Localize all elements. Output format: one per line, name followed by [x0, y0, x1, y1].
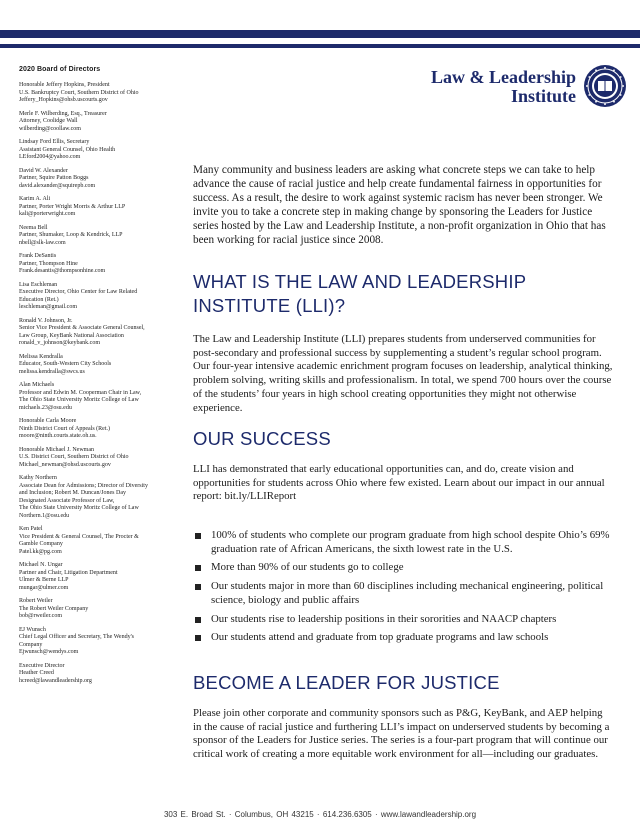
board-member-line: Frank.desantis@thompsonhine.com [19, 268, 106, 274]
board-member-line: Ronald V. Johnson, Jr. [19, 317, 73, 324]
board-member-line: Melissa Kendralla [19, 353, 63, 360]
bullet-square-icon [195, 533, 201, 539]
board-member-line: The Ohio State University Moritz College of Law [19, 397, 139, 403]
board-member-line: Assistant General Counsel, Ohio Health [19, 146, 116, 153]
board-member-line: Associate Dean for Admissions; Director of Diversity [19, 482, 148, 489]
board-member-line: Michael N. Ungar [19, 562, 63, 568]
board-member [19, 663, 181, 686]
bullet-text: 100% of students who complete our program graduate from high school despite Ohio’s 69% graduation rate of African Americans, the sixth lowest rate in the U.S. [211, 529, 610, 555]
board-member-line: Attorney, Coolidge Wall [19, 118, 78, 124]
board-member-line: nbell@slk-law.com [19, 239, 66, 246]
board-member-line: The Robert Weiler Company [19, 605, 89, 612]
board-member [19, 354, 181, 377]
top-rule-thick [0, 30, 640, 38]
board-member-line: Education (Ret.) [19, 296, 59, 303]
footer-contact: 303 E. Broad St. · Columbus, OH 43215 · 614.236.6305 · www.lawandleadership.org [163, 810, 477, 819]
bullet-square-icon [195, 635, 201, 641]
success-bullet [193, 529, 623, 556]
board-member-line: Executive Director, Ohio Center for Law Related [19, 289, 138, 295]
board-member-line: Northern.1@osu.edu [19, 512, 70, 519]
board-member-line: Educator, South-Western City Schools [19, 361, 112, 367]
board-member-line: moore@ninth.courts.state.oh.us. [19, 433, 97, 439]
bullet-square-icon [195, 565, 201, 571]
board-member-line: Honorable Carla Moore [19, 418, 77, 424]
board-member-line: Merle F. Wilberding, Esq., Treasurer [19, 110, 107, 117]
board-member [19, 111, 181, 134]
bullet-square-icon [195, 617, 201, 623]
board-member-line: Ulmer & Berne LLP [19, 577, 69, 583]
lli-description: The Law and Leadership Institute (LLI) prepares students from underserved communities for post-secondary and professional success by supplementing a student’s regular school program. Our four-year intensive academic enrichment program focuses on leadership, analytical thinking, problem solving, writing skills and professionalism. In total, we spend 700 hours over the course of the students’ four years in high school creating opportunities they might not otherwise experience. [193, 333, 613, 414]
success-bullet-list [193, 529, 623, 650]
board-member [19, 253, 181, 276]
board-member-line: Partner, Porter Wright Morris & Arthur LLP [19, 203, 126, 210]
success-bullet [193, 613, 623, 627]
board-member-line: Kathy Northern [19, 475, 57, 481]
board-member [19, 82, 181, 105]
board-member-line: Ejwunsch@wendys.com [19, 649, 79, 655]
member-list [19, 82, 181, 685]
board-member-line: david.alexander@squirepb.com [19, 182, 96, 189]
board-member-line: Executive Director [19, 662, 65, 669]
board-member-line: Heather Creed [19, 670, 54, 676]
board-member [19, 562, 181, 592]
board-member-line: Company [19, 641, 43, 648]
top-rule-thin [0, 44, 640, 48]
board-member-line: Ninth District Court of Appeals (Ret.) [19, 425, 110, 432]
board-member-line: The Ohio State University Moritz College of Law [19, 505, 139, 511]
board-member-line: David W. Alexander [19, 167, 68, 174]
bullet-square-icon [195, 584, 201, 590]
board-member [19, 196, 181, 219]
board-member-line: ronald_v_johnson@keybank.com [19, 340, 101, 346]
board-member [19, 447, 181, 470]
board-member-line: leschleman@gmail.com [19, 304, 78, 310]
board-member-line: wilberding@coollaw.com [19, 125, 81, 132]
board-member-line: Patel.kk@pg.com [19, 548, 62, 555]
intro-paragraph: Many community and business leaders are asking what concrete steps we can take to help advance the cause of racial justice and help create fundamental fairness in opportunities for success. As a result, the desire to work against systemic racism has never been stronger. We invite you to take a concrete step in making change by sponsoring the Leaders for Justice series hosted by the Law and Leadership Institute, a non-profit organization in Ohio that has been working for racial justice since 2008. [193, 164, 606, 246]
success-bullet [193, 631, 623, 645]
board-member-line: Partner, Squire Patton Boggs [19, 175, 89, 181]
board-member-line: U.S. Bankruptcy Court, Southern District of Ohio [19, 89, 139, 96]
board-member-line: Vice President & General Counsel, The Procter & [19, 533, 139, 540]
board-member-line: kali@porterwright.com [19, 211, 76, 217]
bullet-text: Our students rise to leadership positions in their sororities and NAACP chapters [211, 612, 557, 625]
bullet-text: More than 90% of our students go to college [211, 561, 404, 574]
board-member [19, 598, 181, 621]
board-member-line: Jeffery_Hopkins@ohsb.uscourts.gov [19, 97, 108, 103]
board-member [19, 168, 181, 191]
board-member-line: Chief Legal Officer and Secretary, The Wendy's [19, 634, 134, 640]
board-member-line: Lisa Eschleman [19, 281, 58, 288]
board-member-line: Partner, Shumaker, Loop & Kendrick, LLP [19, 232, 123, 238]
section-heading-what-is-lli: WHAT IS THE LAW AND LEADERSHIP INSTITUTE (LLI)? [193, 271, 526, 316]
board-member [19, 318, 181, 348]
board-member-line: Alan Michaels [19, 382, 55, 388]
sidebar-title: 2020 Board of Directors [19, 66, 101, 73]
board-member [19, 526, 181, 556]
board-member-line: hcreed@lawandleadership.org [19, 677, 92, 684]
section-heading-become-leader: BECOME A LEADER FOR JUSTICE [193, 672, 500, 693]
board-member-line: Senior Vice President & Associate General Counsel, [19, 325, 145, 331]
logo-seal-icon [583, 64, 627, 108]
board-member [19, 418, 181, 441]
board-member-line: michaels.23@osu.edu [19, 404, 72, 411]
board-member-line: Honorable Michael J. Newman [19, 446, 94, 453]
board-member-line: U.S. District Court, Southern District of Ohio [19, 454, 129, 460]
board-member-line: Robert Weiler [19, 598, 53, 604]
board-member-line: Law Group, KeyBank National Association [19, 332, 124, 339]
become-leader-paragraph: Please join other corporate and community sponsors such as P&G, KeyBank, and AEP helping in the cause of racial justice and furthering LLI’s impact on underserved students by becoming a sponsor of the Leaders for Justice series. The series is a four-part program that will continue our critical work of creating a more equitable work environment for all—including our graduates. [193, 707, 610, 761]
board-member-line: Professor and Edwin M. Cooperman Chair in Law, [19, 389, 142, 396]
bullet-text: Our students attend and graduate from top graduate programs and law schools [211, 631, 549, 644]
board-member-line: Gamble Company [19, 541, 63, 547]
board-member-line: Designated Associate Professor of Law, [19, 497, 115, 504]
bullet-text: Our students major in more than 60 disciplines including mechanical engineering, political science, biology and public affairs [211, 580, 604, 606]
board-member-line: melissa.kendralla@swcs.us [19, 368, 85, 375]
board-of-directors-sidebar [19, 66, 181, 691]
board-member-line: EJ Wunsch [19, 626, 46, 633]
board-member [19, 382, 181, 412]
board-member-line: Partner and Chair, Litigation Department [19, 569, 118, 576]
board-member-line: Michael_newman@ohsd.uscourts.gov [19, 461, 111, 468]
success-bullet [193, 561, 623, 575]
logo-wordmark [430, 68, 576, 106]
board-member-line: Neema Bell [19, 224, 48, 231]
logo-line2: Institute [510, 86, 576, 106]
board-member-line: Honorable Jeffery Hopkins, President [19, 82, 110, 88]
board-member-line: Lindsay Ford Ellis, Secretary [19, 139, 90, 145]
board-member-line: Frank DeSantis [19, 253, 57, 259]
board-member-line: Ken Patel [19, 526, 43, 532]
board-member [19, 225, 181, 248]
board-member [19, 282, 181, 312]
board-member-line: Karim A. Ali [19, 196, 51, 202]
board-member [19, 627, 181, 657]
success-bullet [193, 580, 623, 607]
board-member [19, 475, 181, 520]
board-member-line: mungar@ulmer.com [19, 584, 69, 591]
board-member-line: bob@rweiler.com [19, 613, 63, 619]
board-member-line: LEford2004@yahoo.com [19, 154, 81, 160]
board-member-line: and Inclusion; Robert M. Duncan/Jones Day [19, 490, 126, 496]
board-member [19, 139, 181, 162]
success-paragraph: LLI has demonstrated that early educational opportunities can, and do, create vision and opportunities for students across Ohio where few existed. Learn about our impact in our annual report: bit.ly/LLIReport [193, 463, 605, 503]
logo-line1: Law & Leadership [430, 67, 576, 87]
board-member-line: Partner, Thompson Hine [19, 260, 78, 267]
section-heading-our-success: OUR SUCCESS [193, 428, 331, 449]
